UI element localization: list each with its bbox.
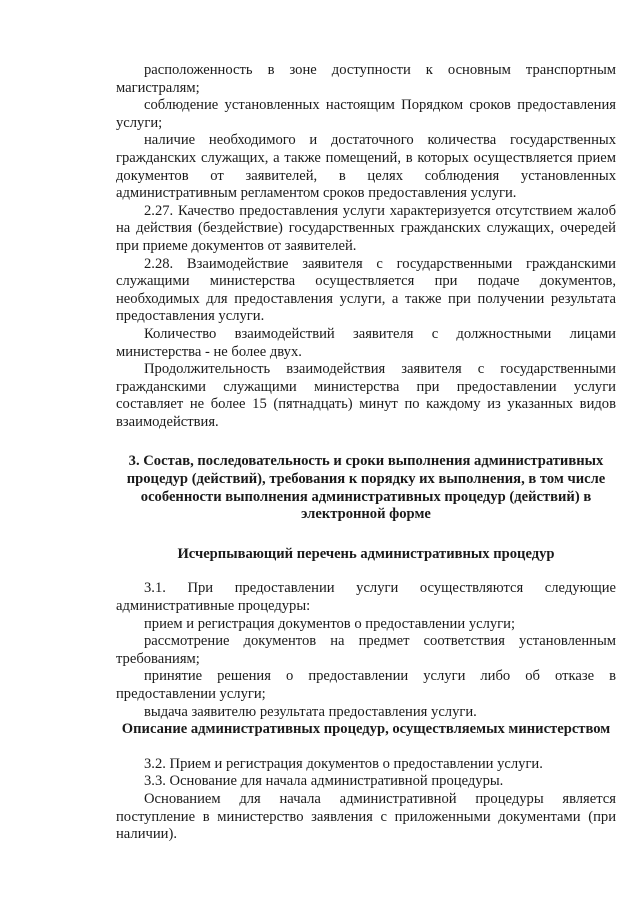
paragraph-3-2: 3.2. Прием и регистрация документов о предоставлении услуги.: [144, 755, 543, 772]
paragraph-deadlines: соблюдение установленных настоящим Порядком сроков предоставления услуги;: [116, 97, 616, 131]
list-item-decision: принятие решения о предоставлении услуги либо об отказе в предоставлении услуги;: [116, 668, 616, 702]
paragraph-interaction-count: Количество взаимодействий заявителя с должностными лицами министерства - не более двух.: [116, 325, 616, 360]
subheading-procedure-description: Описание административных процедур, осуществляемых министерством: [121, 721, 611, 738]
paragraph-staff: наличие необходимого и достаточного количества государственных гражданских служащих, а также помещений, в которых осуществляется прием документов от заявителей, в целях соблюдения установленных административным регламентом сроков предоставления услуги.: [116, 132, 616, 202]
section-heading: 3. Состав, последовательность и сроки выполнения административных процедур (действий), требования к порядку их выполнения, в том числе особенности выполнения административных процедур (действий) в электронной форме: [126, 453, 606, 523]
paragraph-grounds: Основанием для начала административной процедуры является поступление в министерство заявления с приложенными документами (при наличии).: [116, 790, 616, 843]
subheading-procedure-list: Исчерпывающий перечень административных процедур: [177, 545, 555, 562]
paragraph-location: расположенность в зоне доступности к основным транспортным магистралям;: [116, 62, 616, 96]
paragraph-2-27: 2.27. Качество предоставления услуги характеризуется отсутствием жалоб на действия (бездействие) государственных гражданских служащих, очередей при приеме документов от заявителей.: [116, 202, 616, 254]
paragraph-2-28: 2.28. Взаимодействие заявителя с государственными гражданскими служащими министерства осуществляется при подаче документов, необходимых для предоставления услуги, а также при получении результата предоставления услуги.: [116, 255, 616, 325]
paragraph-3-1: 3.1. При предоставлении услуги осуществляются следующие административные процедуры:: [116, 580, 616, 615]
document-page: [116, 62, 616, 844]
paragraph-3-3: 3.3. Основание для начала административной процедуры.: [144, 773, 504, 790]
list-item-review: рассмотрение документов на предмет соответствия установленным требованиям;: [116, 633, 616, 667]
list-item-issuance: выдача заявителю результата предоставления услуги.: [144, 703, 477, 720]
paragraph-interaction-duration: Продолжительность взаимодействия заявителя с государственными гражданскими служащими министерства при предоставлении услуги составляет не более 15 (пятнадцать) минут по каждому из указанных видов взаимодействия.: [116, 361, 616, 430]
list-item-reception: прием и регистрация документов о предоставлении услуги;: [144, 615, 516, 632]
